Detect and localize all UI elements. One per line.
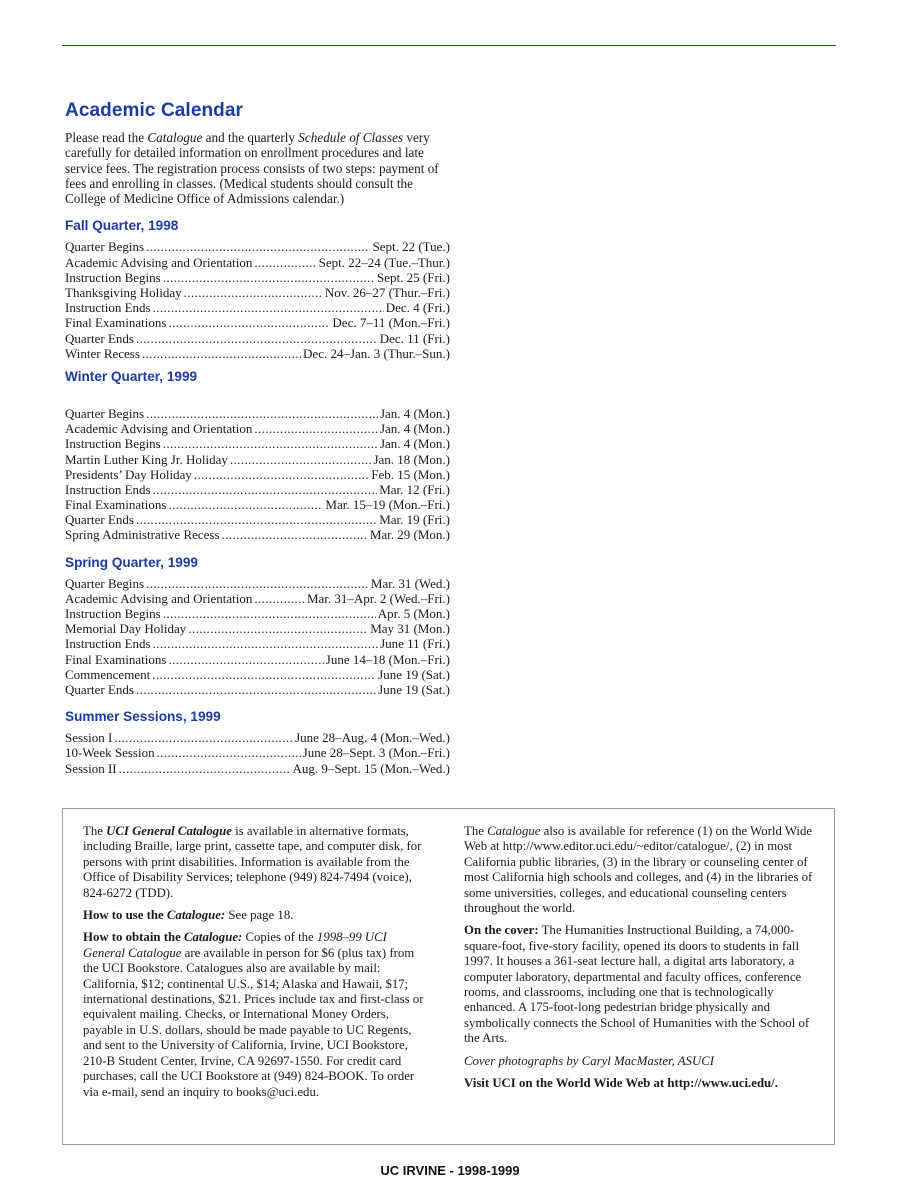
event-date: Jan. 4 (Mon.) xyxy=(379,436,450,452)
event-label: Instruction Begins xyxy=(65,436,161,452)
dot-leader xyxy=(188,621,368,636)
event-label: Thanksgiving Holiday xyxy=(65,285,182,301)
dot-leader xyxy=(119,761,291,776)
event-date: Mar. 15–19 (Mon.–Fri.) xyxy=(325,497,450,513)
catalogue-title: Catalogue xyxy=(487,824,541,838)
intro-paragraph xyxy=(65,130,450,206)
quarter-sections xyxy=(65,218,450,775)
dot-leader xyxy=(153,636,378,651)
intro-text: and the quarterly xyxy=(202,130,299,145)
quarter-section xyxy=(65,218,450,361)
top-rule xyxy=(62,45,836,46)
calendar-row xyxy=(65,621,450,636)
event-label: Commencement xyxy=(65,666,151,682)
dot-leader xyxy=(254,421,378,436)
calendar-row xyxy=(65,315,450,330)
calendar-row xyxy=(65,667,450,682)
calendar-row xyxy=(65,406,450,421)
calendar-row xyxy=(65,482,450,497)
event-label: Quarter Ends xyxy=(65,681,134,697)
intro-catalogue-title: Catalogue xyxy=(147,130,203,145)
dot-leader xyxy=(146,239,370,254)
calendar-row xyxy=(65,636,450,651)
event-date: Jan. 4 (Mon.) xyxy=(379,421,450,437)
calendar-row xyxy=(65,331,450,346)
dot-leader xyxy=(146,576,369,591)
heading-text: How to obtain the xyxy=(83,930,184,945)
how-to-use-paragraph xyxy=(83,908,425,923)
text: are available in person for $6 (plus tax) from the UCI Bookstore. Catalogues also are available by mail: California, $12; continental U.S., $14; Alaska and Hawaii, $17; international destinations, $21. Prices include tax and first-class or equivalent mailing. Checks, or International Money Orders, payable in U.S. dollars, should be made payable to UC Regents, and sent to the University of California, Irvine, UCI Bookstore, 210-B Student Center, Irvine, CA 92697-1550. For credit card purchases, call the UCI Bookstore at (949) 824-BOOK. To order via e-mail, send an inquiry to books@uci.edu. xyxy=(83,945,424,1099)
dot-leader xyxy=(142,346,301,361)
academic-calendar xyxy=(65,100,450,776)
dot-leader xyxy=(254,591,305,606)
event-date: Dec. 11 (Fri.) xyxy=(379,330,450,346)
info-column-left xyxy=(83,824,425,1107)
event-label: Session I xyxy=(65,730,113,746)
event-date: May 31 (Mon.) xyxy=(370,621,450,637)
event-date: Sept. 22 (Tue.) xyxy=(372,239,450,255)
dot-leader xyxy=(152,667,376,682)
event-date: Jan. 4 (Mon.) xyxy=(379,405,450,421)
event-date: Mar. 29 (Mon.) xyxy=(369,527,450,543)
event-label: Final Examinations xyxy=(65,315,167,331)
how-to-obtain-paragraph xyxy=(83,930,425,1099)
event-date: Dec. 4 (Fri.) xyxy=(385,300,450,316)
event-date: Nov. 26–27 (Thur.–Fri.) xyxy=(324,285,450,301)
event-label: Instruction Begins xyxy=(65,606,161,622)
page-title: Academic Calendar xyxy=(65,100,244,121)
event-label: Quarter Begins xyxy=(65,405,145,421)
calendar-row xyxy=(65,591,450,606)
intro-text: very carefully for detailed information on enrollment procedures and late service fees. The registration process consists of two steps: payment of fees and enrolling in classes. (Medical students should consult the College of Medicine Office of Admissions calendar.) xyxy=(65,130,439,207)
reference-paragraph xyxy=(464,824,814,916)
dot-leader xyxy=(153,482,378,497)
calendar-row xyxy=(65,270,450,285)
page-footer: UC IRVINE - 1998-1999 xyxy=(380,1163,520,1178)
event-date: Dec. 7–11 (Mon.–Fri.) xyxy=(332,315,450,331)
calendar-row xyxy=(65,682,450,697)
event-date: Mar. 31–Apr. 2 (Wed.–Fri.) xyxy=(306,590,450,606)
credit-text: Cover photographs by Caryl MacMaster, ASUCI xyxy=(464,1053,714,1068)
text: The xyxy=(464,824,488,838)
text: See page 18. xyxy=(225,908,294,923)
event-date: Dec. 24–Jan. 3 (Thur.–Sun.) xyxy=(303,345,450,361)
event-date: Mar. 12 (Fri.) xyxy=(379,481,450,497)
intro-text: Please read the xyxy=(65,130,148,145)
quarter-heading: Summer Sessions, 1999 xyxy=(65,709,221,725)
event-label: Instruction Ends xyxy=(65,636,151,652)
dot-leader xyxy=(136,512,377,527)
event-label: 10-Week Session xyxy=(65,745,155,761)
event-date: June 14–18 (Mon.–Fri.) xyxy=(325,651,450,667)
event-label: Winter Recess xyxy=(65,345,140,361)
dot-leader xyxy=(168,497,323,512)
catalogue-title: Catalogue: xyxy=(166,908,226,923)
dot-leader xyxy=(168,315,330,330)
event-label: Presidents’ Day Holiday xyxy=(65,466,192,482)
dot-leader xyxy=(254,255,316,270)
cover-paragraph xyxy=(464,923,814,1046)
dot-leader xyxy=(194,467,369,482)
event-date: June 19 (Sat.) xyxy=(378,681,450,697)
calendar-row xyxy=(65,761,450,776)
event-label: Instruction Ends xyxy=(65,300,151,316)
dot-leader xyxy=(136,331,378,346)
dot-leader xyxy=(230,452,372,467)
calendar-row xyxy=(65,239,450,254)
dot-leader xyxy=(222,527,368,542)
heading-text: On the cover: xyxy=(464,923,539,938)
alt-formats-paragraph xyxy=(83,824,425,901)
event-date: Feb. 15 (Mon.) xyxy=(371,466,450,482)
calendar-row xyxy=(65,745,450,760)
event-label: Instruction Ends xyxy=(65,481,151,497)
text: is available in alternative formats, including Braille, large print, cassette tape, and computer disk, for persons with print disabilities. Information is available from the Office of Disability Services; telephone (949) 824-7494 (voice), 824-6272 (TDD). xyxy=(83,824,422,900)
dot-leader xyxy=(163,270,375,285)
visit-text: Visit UCI on the World Wide Web at http://www.uci.edu/. xyxy=(464,1076,778,1091)
calendar-row xyxy=(65,346,450,361)
event-date: Aug. 9–Sept. 15 (Mon.–Wed.) xyxy=(292,760,450,776)
dot-leader xyxy=(184,285,323,300)
text: also is available for reference (1) on the World Wide Web at http://www.editor.uci.edu/~editor/catalogue/, (2) in most California public libraries, (3) in the library or counseling center of most California high schools and colleges, and (4) in the libraries of some universities, colleges, and educational counseling centers throughout the world. xyxy=(464,824,813,916)
calendar-row xyxy=(65,421,450,436)
catalogue-title: 1998–99 UCI General Catalogue xyxy=(83,930,387,960)
event-label: Final Examinations xyxy=(65,497,167,513)
calendar-row xyxy=(65,512,450,527)
text: The Humanities Instructional Building, a 74,000-square-foot, five-story facility, opened its doors to students in fall 1997. It houses a 361-seat lecture hall, a digital arts laboratory, a computer laboratory, departmental and faculty offices, conference rooms, and classrooms, including one that is technologically enhanced. A 175-foot-long pedestrian bridge physically and symbolically connects the School of Humanities with the School of the Arts. xyxy=(464,923,810,1046)
event-date: Sept. 22–24 (Tue.–Thur.) xyxy=(318,254,450,270)
event-date: June 28–Aug. 4 (Mon.–Wed.) xyxy=(295,730,450,746)
calendar-row xyxy=(65,497,450,512)
event-label: Spring Administrative Recess xyxy=(65,527,220,543)
dot-leader xyxy=(163,436,378,451)
event-date: June 19 (Sat.) xyxy=(378,666,450,682)
calendar-row xyxy=(65,452,450,467)
calendar-row xyxy=(65,436,450,451)
calendar-row xyxy=(65,255,450,270)
event-label: Memorial Day Holiday xyxy=(65,621,187,637)
event-label: Academic Advising and Orientation xyxy=(65,590,253,606)
event-date: Apr. 5 (Mon.) xyxy=(377,606,450,622)
dot-leader xyxy=(157,745,301,760)
quarter-section xyxy=(65,369,450,543)
event-label: Academic Advising and Orientation xyxy=(65,254,253,270)
text: Copies of the xyxy=(242,930,317,945)
calendar-row xyxy=(65,606,450,621)
quarter-section xyxy=(65,709,450,776)
event-label: Final Examinations xyxy=(65,651,167,667)
photo-credit xyxy=(464,1054,814,1069)
calendar-row xyxy=(65,285,450,300)
calendar-row xyxy=(65,527,450,542)
event-date: Jan. 18 (Mon.) xyxy=(373,451,450,467)
catalogue-title: UCI General Catalogue xyxy=(106,824,232,838)
dot-leader xyxy=(168,652,323,667)
dot-leader xyxy=(114,730,293,745)
event-label: Instruction Begins xyxy=(65,269,161,285)
event-label: Martin Luther King Jr. Holiday xyxy=(65,451,228,467)
catalogue-title: Catalogue: xyxy=(183,930,243,945)
quarter-section xyxy=(65,555,450,698)
quarter-heading: Spring Quarter, 1999 xyxy=(65,554,198,570)
heading-text: How to use the xyxy=(83,908,167,923)
calendar-row xyxy=(65,730,450,745)
dot-leader xyxy=(136,682,376,697)
event-label: Quarter Begins xyxy=(65,239,145,255)
event-date: Mar. 19 (Fri.) xyxy=(379,512,450,528)
catalogue-info-box xyxy=(62,808,835,1145)
dot-leader xyxy=(163,606,376,621)
event-label: Quarter Ends xyxy=(65,330,134,346)
text: The xyxy=(83,824,107,838)
event-date: June 11 (Fri.) xyxy=(380,636,450,652)
calendar-row xyxy=(65,652,450,667)
dot-leader xyxy=(153,300,384,315)
event-date: Sept. 25 (Fri.) xyxy=(377,269,450,285)
intro-schedule-title: Schedule of Classes xyxy=(298,130,404,145)
calendar-row xyxy=(65,300,450,315)
info-column-right xyxy=(464,824,814,1099)
event-label: Quarter Ends xyxy=(65,512,134,528)
event-label: Session II xyxy=(65,760,117,776)
dot-leader xyxy=(146,406,378,421)
visit-uci xyxy=(464,1076,814,1091)
event-date: June 28–Sept. 3 (Mon.–Fri.) xyxy=(302,745,450,761)
calendar-row xyxy=(65,467,450,482)
quarter-heading: Fall Quarter, 1998 xyxy=(65,218,179,234)
event-label: Academic Advising and Orientation xyxy=(65,421,253,437)
event-label: Quarter Begins xyxy=(65,575,145,591)
quarter-heading: Winter Quarter, 1999 xyxy=(65,368,198,384)
calendar-row xyxy=(65,576,450,591)
event-date: Mar. 31 (Wed.) xyxy=(370,575,450,591)
